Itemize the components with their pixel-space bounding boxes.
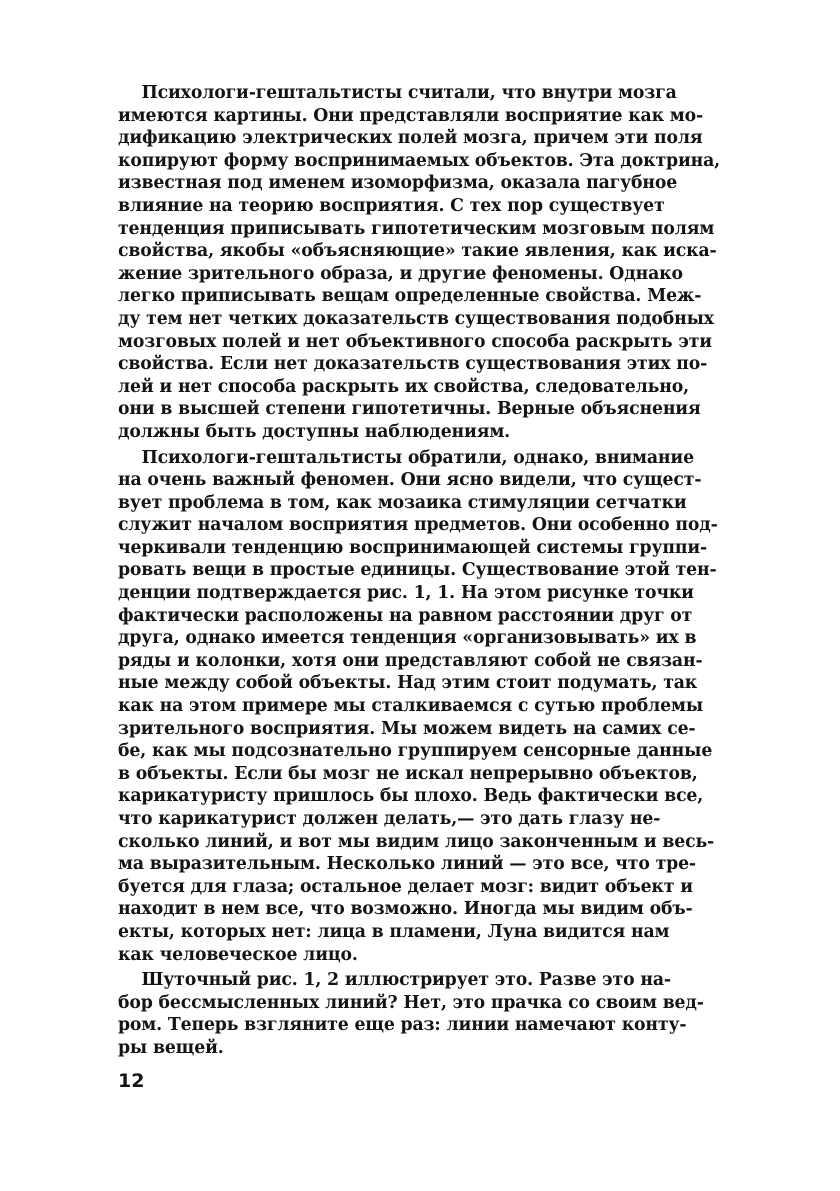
text-line: денции подтверждается рис. 1, 1. На этом рисунке точки xyxy=(118,583,694,604)
text-line: легко приписывать вещам определенные свойства. Меж- xyxy=(118,286,702,307)
text-line: ряды и колонки, хотя они представляют собой не связан- xyxy=(118,650,703,671)
text-line: бор бессмысленных линий? Нет, это прачка со своим вед- xyxy=(118,992,704,1013)
text-line: свойства. Если нет доказательств существования этих по- xyxy=(118,354,708,375)
text-line: имеются картины. Они представляли восприятие как мо- xyxy=(118,105,704,126)
text-line: свойства, якобы «объясняющие» такие явления, как иска- xyxy=(118,241,717,262)
text-line: на очень важный феномен. Они ясно видели, что сущест- xyxy=(118,470,702,491)
text-line: карикатуристу пришлось бы плохо. Ведь фактически все, xyxy=(118,786,704,807)
text-line: тенденция приписывать гипотетическим мозговым полям xyxy=(118,218,715,239)
paragraph-2 xyxy=(118,447,718,967)
text-line: Шуточный рис. 1, 2 иллюстрирует это. Разве это на- xyxy=(118,970,671,991)
text-line: как на этом примере мы сталкиваемся с сутью проблемы xyxy=(118,696,704,717)
page-number: 12 xyxy=(118,1070,145,1092)
text-line: Психологи-гештальтисты обратили, однако, внимание xyxy=(118,447,694,468)
text-line: бе, как мы подсознательно группируем сенсорные данные xyxy=(118,741,713,762)
text-line: они в высшей степени гипотетичны. Верные объяснения xyxy=(118,399,701,420)
text-line: ма выразительным. Несколько линий — это все, что тре- xyxy=(118,854,696,875)
text-line: зрительного восприятия. Мы можем видеть на самих се- xyxy=(118,718,696,739)
text-line: ду тем нет четких доказательств существования подобных xyxy=(118,308,714,329)
text-line: находит в нем все, что возможно. Иногда мы видим объ- xyxy=(118,899,693,920)
text-line: известная под именем изоморфизма, оказала пагубное xyxy=(118,173,678,194)
text-line: копируют форму воспринимаемых объектов. Эта доктрина, xyxy=(118,150,721,171)
text-line: вует проблема в том, как мозаика стимуляции сетчатки xyxy=(118,492,687,513)
paragraph-1 xyxy=(118,82,721,444)
text-line: ры вещей. xyxy=(118,1037,224,1058)
text-line: мозговых полей и нет объективного способа раскрыть эти xyxy=(118,331,712,352)
text-line: ром. Теперь взгляните еще раз: линии намечают конту- xyxy=(118,1015,687,1036)
paragraph-3 xyxy=(118,969,710,1059)
text-line: служит началом восприятия предметов. Они особенно под- xyxy=(118,515,718,536)
text-line: как человеческое лицо. xyxy=(118,944,358,965)
text-line: друга, однако имеется тенденция «организовывать» их в xyxy=(118,628,697,649)
text-line: буется для глаза; остальное делает мозг: видит объект и xyxy=(118,876,693,897)
text-line: фактически расположены на равном расстоянии друг от xyxy=(118,605,693,626)
text-line: дификацию электрических полей мозга, причем эти поля xyxy=(118,128,703,149)
text-line: должны быть доступны наблюдениям. xyxy=(118,421,511,442)
text-line: сколько линий, и вот мы видим лицо законченным и весь- xyxy=(118,831,715,852)
text-line: лей и нет способа раскрыть их свойства, следовательно, xyxy=(118,376,689,397)
text-line: в объекты. Если бы мозг не искал непрерывно объектов, xyxy=(118,763,698,784)
body-text xyxy=(118,82,721,1060)
text-line: ные между собой объекты. Над этим стоит подумать, так xyxy=(118,673,698,694)
text-line: черкивали тенденцию воспринимающей системы группи- xyxy=(118,537,708,558)
text-line: что карикатурист должен делать,— это дать глазу не- xyxy=(118,809,661,829)
text-line: екты, которых нет: лица в пламени, Луна видится нам xyxy=(118,921,670,942)
text-line: жение зрительного образа, и другие феномены. Однако xyxy=(118,263,683,284)
text-line: Психологи-гештальтисты считали, что внутри мозга xyxy=(118,83,677,103)
text-line: ровать вещи в простые единицы. Существование этой тен- xyxy=(118,560,717,581)
text-line: влияние на теорию восприятия. С тех пор существует xyxy=(118,195,665,216)
